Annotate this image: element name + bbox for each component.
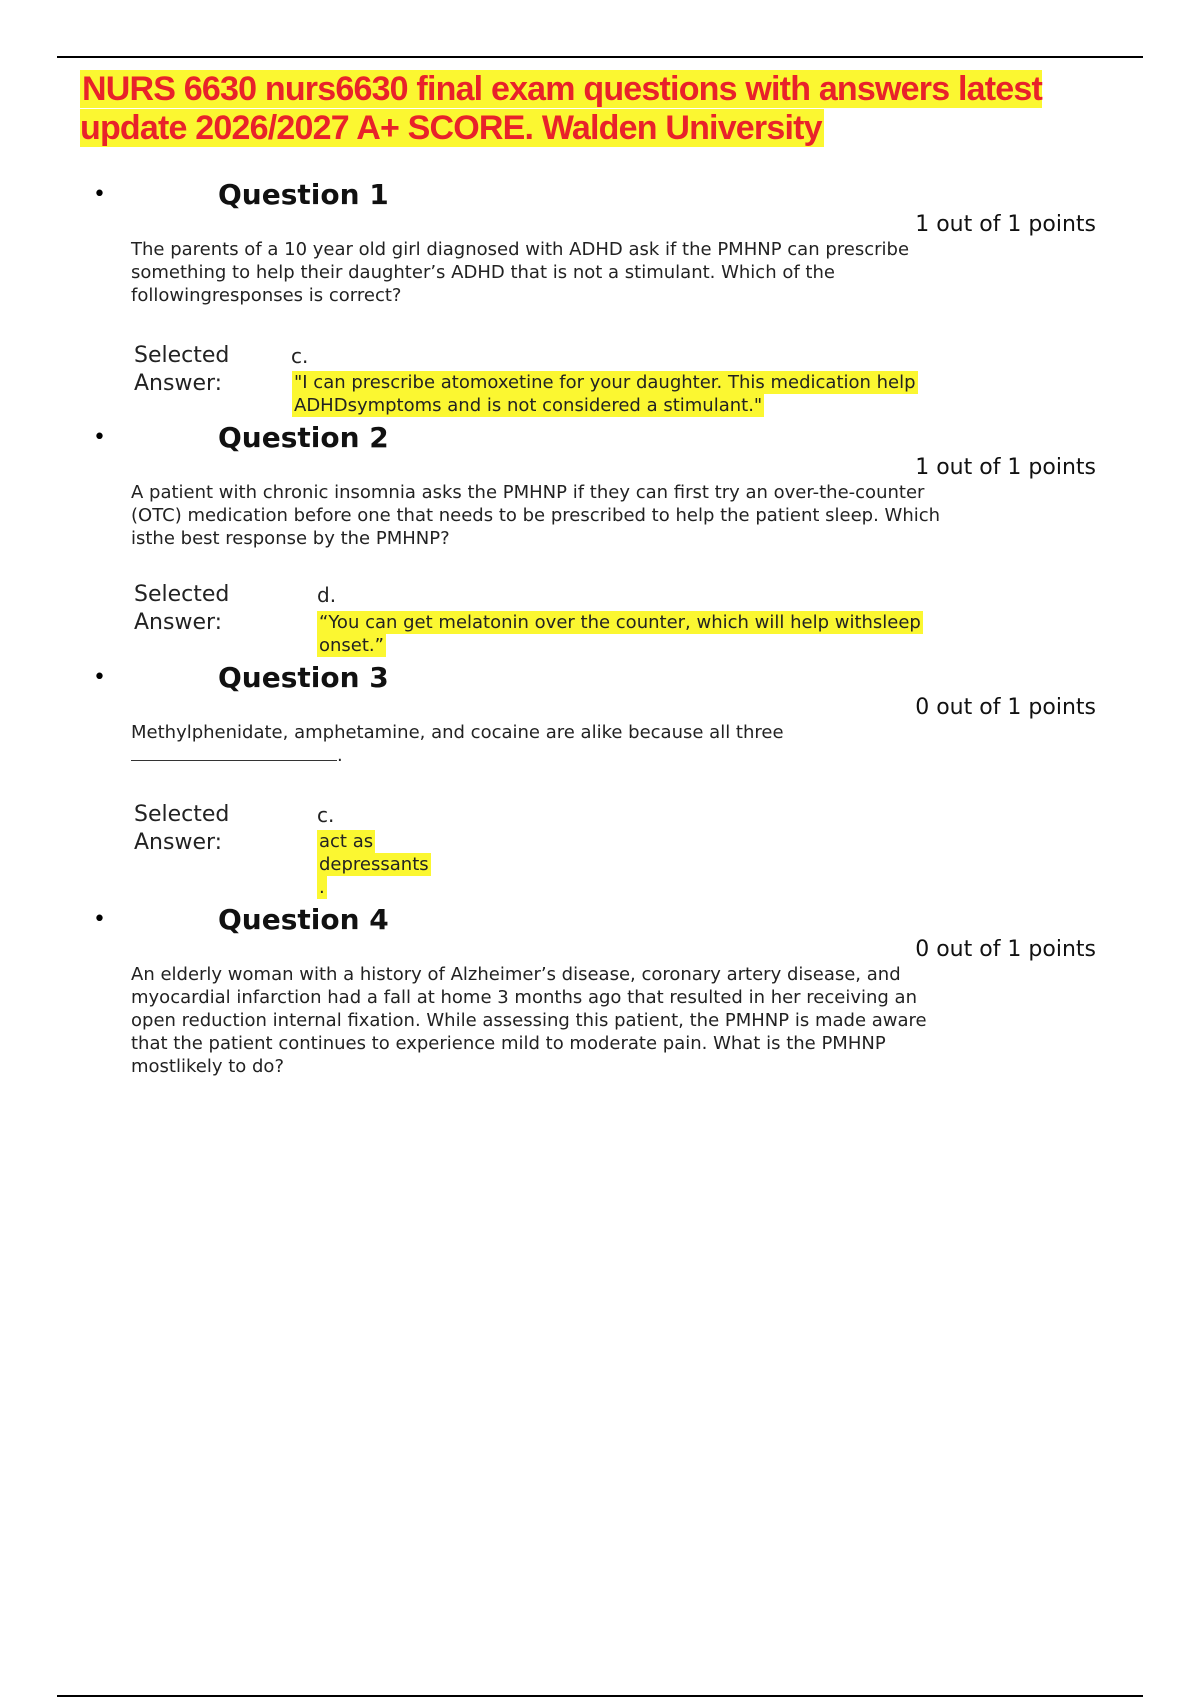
document-title [80,70,1060,148]
question-points: 0 out of 1 points [915,937,1096,962]
bullet-icon: • [93,907,106,932]
question-text [131,721,1031,767]
question-points: 1 out of 1 points [915,455,1096,480]
answer-highlight: "I can prescribe atomoxetine for your daughter. This medication help ADHDsymptoms and is not considered a stimulant." [294,372,916,416]
selected-answer-label: Selected Answer: [134,343,230,396]
question-title: Question 2 [218,421,389,454]
selected-answer [317,830,617,899]
bottom-rule [57,1695,1143,1697]
bullet-icon: • [93,182,106,207]
question-text-end: . [337,745,343,766]
selected-answer [317,611,1017,657]
selected-answer-label: Selected Answer: [134,582,230,635]
document-title-text: NURS 6630 nurs6630 final exam questions with answers latest update 2026/2027 A+ SCORE. Walden University [80,70,1042,147]
fill-in-blank [131,746,337,761]
question-title: Question 4 [218,903,389,936]
answer-highlight: act as depressants . [319,831,429,898]
answer-letter: c. [291,344,309,368]
question-text: A patient with chronic insomnia asks the PMHNP if they can first try an over-the-counter (OTC) medication before one that needs to be prescribed to help the patient sleep. Which isthe best response by the PMHNP? [131,482,941,549]
question-text: An elderly woman with a history of Alzheimer’s disease, coronary artery disease, and myocardial infarction had a fall at home 3 months ago that resulted in her receiving an open reduction internal fixation. While assessing this patient, the PMHNP is made aware that the patient continues to experience mild to moderate pain. What is the PMHNP mostlikely to do? [131,964,927,1077]
question-points: 1 out of 1 points [915,212,1096,237]
answer-letter: c. [317,803,335,827]
bullet-icon: • [93,425,106,450]
question-points: 0 out of 1 points [915,695,1096,720]
answer-letter: d. [317,583,337,607]
question-title: Question 3 [218,661,389,694]
answer-highlight: “You can get melatonin over the counter, which will help withsleep onset.” [319,612,921,656]
question-text-body: Methylphenidate, amphetamine, and cocaine are alike because all three [131,722,784,743]
selected-answer-label: Selected Answer: [134,802,230,855]
top-rule [57,56,1143,58]
question-title: Question 1 [218,178,389,211]
selected-answer [292,371,1012,417]
bullet-icon: • [93,665,106,690]
question-text: The parents of a 10 year old girl diagnosed with ADHD ask if the PMHNP can prescribe something to help their daughter’s ADHD that is not a stimulant. Which of the followingresponses is correct? [131,239,910,306]
